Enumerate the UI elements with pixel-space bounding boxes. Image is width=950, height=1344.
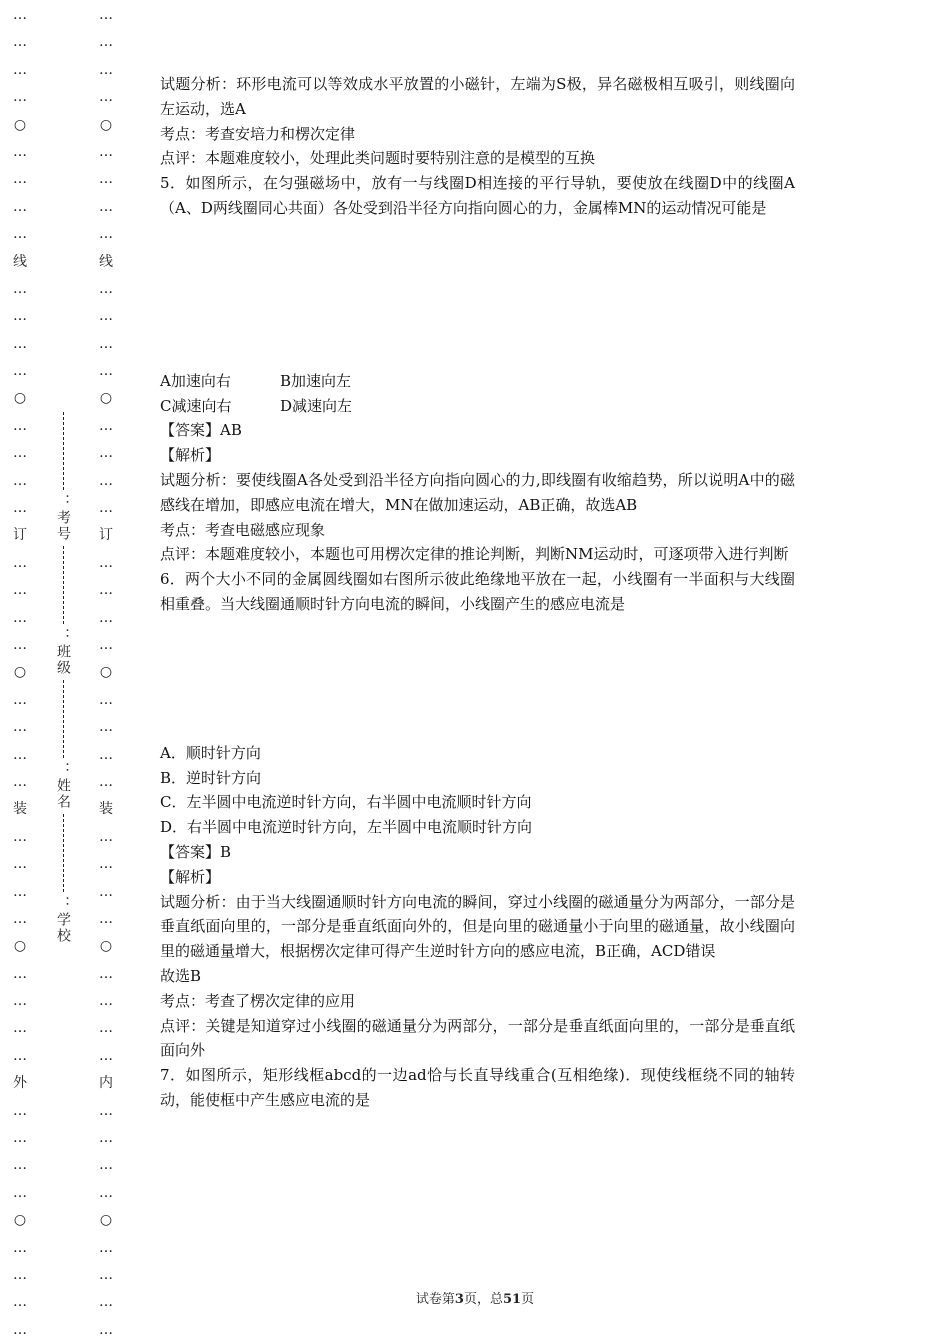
inner-margin-mark: … xyxy=(99,1294,113,1311)
outer-margin-mark: 订 xyxy=(13,527,27,544)
outer-margin-mark: … xyxy=(13,773,27,790)
outer-margin-mark: … xyxy=(13,554,27,571)
outer-margin-mark: … xyxy=(13,1184,27,1201)
inner-margin-mark: … xyxy=(99,500,113,517)
q5-point: 考点：考查电磁感应现象 xyxy=(160,520,326,539)
q6-answer: 【答案】B xyxy=(160,842,232,861)
inner-margin-mark: … xyxy=(99,1020,113,1037)
outer-margin-mark: … xyxy=(13,719,27,736)
q5-stem: 5．如图所示，在匀强磁场中，放有一与线圈D相连接的平行导轨，要使放在线圈D中的线圈A（A、D两线圈同心共面）各处受到沿半径方向指向圆心的力，金属棒MN的运动情况可能是 xyxy=(160,174,795,217)
outer-margin-mark: … xyxy=(13,1130,27,1147)
outer-margin-mark: ○ xyxy=(13,938,27,955)
xuexiao-label: ：学校 xyxy=(55,896,71,944)
inner-margin-mark: … xyxy=(99,226,113,243)
inner-margin-mark: … xyxy=(99,1157,113,1174)
inner-margin-mark: … xyxy=(99,554,113,571)
inner-margin-mark: … xyxy=(99,1239,113,1256)
inner-margin-mark: 内 xyxy=(99,1075,113,1092)
inner-margin-mark: ○ xyxy=(99,938,113,955)
outer-margin-mark: … xyxy=(13,445,27,462)
outer-margin-mark: … xyxy=(13,500,27,517)
inner-margin-mark: … xyxy=(99,1321,113,1338)
inner-margin-mark: … xyxy=(99,993,113,1010)
outer-margin-mark: … xyxy=(13,34,27,51)
inner-margin-mark: … xyxy=(99,280,113,297)
outer-margin-mark: ○ xyxy=(13,1212,27,1229)
inner-margin-mark: … xyxy=(99,363,113,380)
q6-figure-space xyxy=(160,617,795,741)
outer-margin-mark: … xyxy=(13,226,27,243)
inner-margin-mark: … xyxy=(99,445,113,462)
inner-margin-mark: … xyxy=(99,609,113,626)
footer-total-pages: 51 xyxy=(502,1292,522,1307)
inner-margin-mark: … xyxy=(99,1184,113,1201)
outer-margin-mark: … xyxy=(13,1157,27,1174)
page-footer xyxy=(0,1288,950,1307)
inner-margin-mark: … xyxy=(99,198,113,215)
q5-figure-space xyxy=(160,221,795,369)
outer-margin-mark: ○ xyxy=(13,116,27,133)
q5-comment: 点评：本题难度较小，本题也可用楞次定律的推论判断，判断NM运动时，可逐项带入进行判断 xyxy=(160,545,789,564)
outer-margin-mark: … xyxy=(13,280,27,297)
footer-suffix: 页 xyxy=(521,1292,535,1307)
inner-margin-mark: … xyxy=(99,308,113,325)
outer-margin-mark: … xyxy=(13,609,27,626)
inner-margin-mark: 订 xyxy=(99,527,113,544)
inner-margin-mark: … xyxy=(99,1102,113,1119)
inner-margin-mark: … xyxy=(99,883,113,900)
q4-analysis: 试题分析：环形电流可以等效成水平放置的小磁针，左端为S极，异名磁极相互吸引，则线圈向左运动，选A xyxy=(160,75,795,118)
q5-option-c: C减速向右 xyxy=(160,396,232,415)
outer-margin-mark: … xyxy=(13,61,27,78)
q6-option-c: C．左半圆中电流逆时针方向，右半圆中电流顺时针方向 xyxy=(160,793,532,812)
inner-margin-mark: ○ xyxy=(99,116,113,133)
q6-option-a: A．顺时针方向 xyxy=(160,743,261,762)
q5-option-a: A加速向右 xyxy=(160,371,231,390)
outer-margin-mark: ○ xyxy=(13,664,27,681)
outer-margin-mark: … xyxy=(13,1102,27,1119)
binding-margin-outer xyxy=(8,2,32,1344)
inner-margin-mark: … xyxy=(99,719,113,736)
inner-margin-mark: … xyxy=(99,61,113,78)
inner-margin-mark: … xyxy=(99,691,113,708)
outer-margin-mark: … xyxy=(13,1047,27,1064)
outer-margin-mark: … xyxy=(13,582,27,599)
inner-margin-mark: ○ xyxy=(99,664,113,681)
q6-analysis: 试题分析：由于当大线圈通顺时针方向电流的瞬间，穿过小线圈的磁通量分为两部分，一部分是垂直纸面向里的，一部分是垂直纸面向外的，但是向里的磁通量小于向里的磁通量，故小线圈向里的磁通量增大，根据楞次定律可得产生逆时针方向的感应电流，B正确，ACD错误 xyxy=(160,892,795,961)
kaohao-label: ：考号 xyxy=(55,494,71,542)
inner-margin-mark: … xyxy=(99,582,113,599)
banji-label: ：班级 xyxy=(55,628,71,676)
q4-comment: 点评：本题难度较小，处理此类问题时要特别注意的是模型的互换 xyxy=(160,149,596,168)
xingming-label: ：姓名 xyxy=(55,762,71,810)
outer-margin-mark: … xyxy=(13,7,27,23)
inner-margin-mark: … xyxy=(99,417,113,434)
q6-comment: 点评：关键是知道穿过小线圈的磁通量分为两部分，一部分是垂直纸面向里的，一部分是垂直纸面向外 xyxy=(160,1016,795,1060)
inner-margin-mark: 装 xyxy=(99,801,113,818)
q6-stem: 6．两个大小不同的金属圆线圈如右图所示彼此绝缘地平放在一起，小线圈有一半面积与大线圈相重叠。当大线圈通顺时针方向电流的瞬间，小线圈产生的感应电流是 xyxy=(160,570,795,613)
q5-answer: 【答案】AB xyxy=(160,421,242,440)
outer-margin-mark: … xyxy=(13,472,27,489)
q4-point: 考点：考查安培力和楞次定律 xyxy=(160,124,356,143)
outer-margin-mark: … xyxy=(13,993,27,1010)
inner-margin-mark: … xyxy=(99,1266,113,1283)
inner-margin-mark: … xyxy=(99,746,113,763)
inner-margin-mark: … xyxy=(99,828,113,845)
inner-margin-mark: … xyxy=(99,856,113,873)
outer-margin-mark: … xyxy=(13,308,27,325)
inner-margin-mark: ○ xyxy=(99,390,113,407)
xuexiao-fill-line xyxy=(63,814,64,892)
binding-margin-inner xyxy=(94,2,118,1344)
outer-margin-mark: … xyxy=(13,1321,27,1338)
outer-margin-mark: ○ xyxy=(13,390,27,407)
outer-margin-mark: … xyxy=(13,363,27,380)
outer-margin-mark: … xyxy=(13,198,27,215)
outer-margin-mark: … xyxy=(13,335,27,352)
outer-margin-mark: … xyxy=(13,1020,27,1037)
inner-margin-mark: 线 xyxy=(99,253,113,270)
outer-margin-mark: … xyxy=(13,910,27,927)
q5-options-row-2 xyxy=(160,394,795,419)
q5-option-d: D减速向左 xyxy=(280,396,353,415)
xingming-fill-line xyxy=(63,680,64,758)
inner-margin-mark: … xyxy=(99,910,113,927)
outer-margin-mark: 装 xyxy=(13,801,27,818)
q6-jiexi-label: 【解析】 xyxy=(160,867,221,886)
student-info-fields xyxy=(50,410,76,946)
outer-margin-mark: 外 xyxy=(13,1075,27,1092)
outer-margin-mark: … xyxy=(13,636,27,653)
inner-margin-mark: … xyxy=(99,636,113,653)
inner-margin-mark: ○ xyxy=(99,1212,113,1229)
outer-margin-mark: … xyxy=(13,417,27,434)
footer-page-number: 3 xyxy=(454,1292,464,1307)
q5-options-row-1 xyxy=(160,369,795,394)
outer-margin-mark: … xyxy=(13,828,27,845)
inner-margin-mark: … xyxy=(99,143,113,160)
banji-fill-line xyxy=(63,546,64,624)
q6-conclusion: 故选B xyxy=(160,966,202,985)
q5-analysis: 试题分析：要使线圈A各处受到沿半径方向指向圆心的力,即线圈有收缩趋势，所以说明A中的磁感线在增加，即感应电流在增大，MN在做加速运动，AB正确，故选AB xyxy=(160,470,795,514)
inner-margin-mark: … xyxy=(99,34,113,51)
inner-margin-mark: … xyxy=(99,1047,113,1064)
inner-margin-mark: … xyxy=(99,965,113,982)
outer-margin-mark: … xyxy=(13,691,27,708)
outer-margin-mark: … xyxy=(13,171,27,188)
footer-middle: 页，总 xyxy=(463,1292,503,1307)
kaohao-fill-line xyxy=(63,412,64,490)
outer-margin-mark: 线 xyxy=(13,253,27,270)
q6-option-b: B．逆时针方向 xyxy=(160,768,262,787)
inner-margin-mark: … xyxy=(99,1130,113,1147)
q6-point: 考点：考查了楞次定律的应用 xyxy=(160,991,356,1010)
inner-margin-mark: … xyxy=(99,171,113,188)
outer-margin-mark: … xyxy=(13,856,27,873)
outer-margin-mark: … xyxy=(13,746,27,763)
q5-option-b: B加速向左 xyxy=(280,371,352,390)
inner-margin-mark: … xyxy=(99,89,113,106)
q5-jiexi-label: 【解析】 xyxy=(160,446,221,465)
inner-margin-mark: … xyxy=(99,335,113,352)
outer-margin-mark: … xyxy=(13,1294,27,1311)
outer-margin-mark: … xyxy=(13,1266,27,1283)
q7-stem: 7．如图所示，矩形线框abcd的一边ad恰与长直导线重合(互相绝缘)．现使线框绕不同的轴转动，能使框中产生感应电流的是 xyxy=(160,1066,795,1109)
footer-prefix: 试卷第 xyxy=(415,1292,455,1307)
inner-margin-mark: … xyxy=(99,472,113,489)
outer-margin-mark: … xyxy=(13,89,27,106)
q6-option-d: D．右半圆中电流逆时针方向，左半圆中电流顺时针方向 xyxy=(160,818,533,837)
outer-margin-mark: … xyxy=(13,965,27,982)
inner-margin-mark: … xyxy=(99,7,113,23)
page-content xyxy=(160,72,795,1113)
outer-margin-mark: … xyxy=(13,143,27,160)
outer-margin-mark: … xyxy=(13,1239,27,1256)
inner-margin-mark: … xyxy=(99,773,113,790)
outer-margin-mark: … xyxy=(13,883,27,900)
